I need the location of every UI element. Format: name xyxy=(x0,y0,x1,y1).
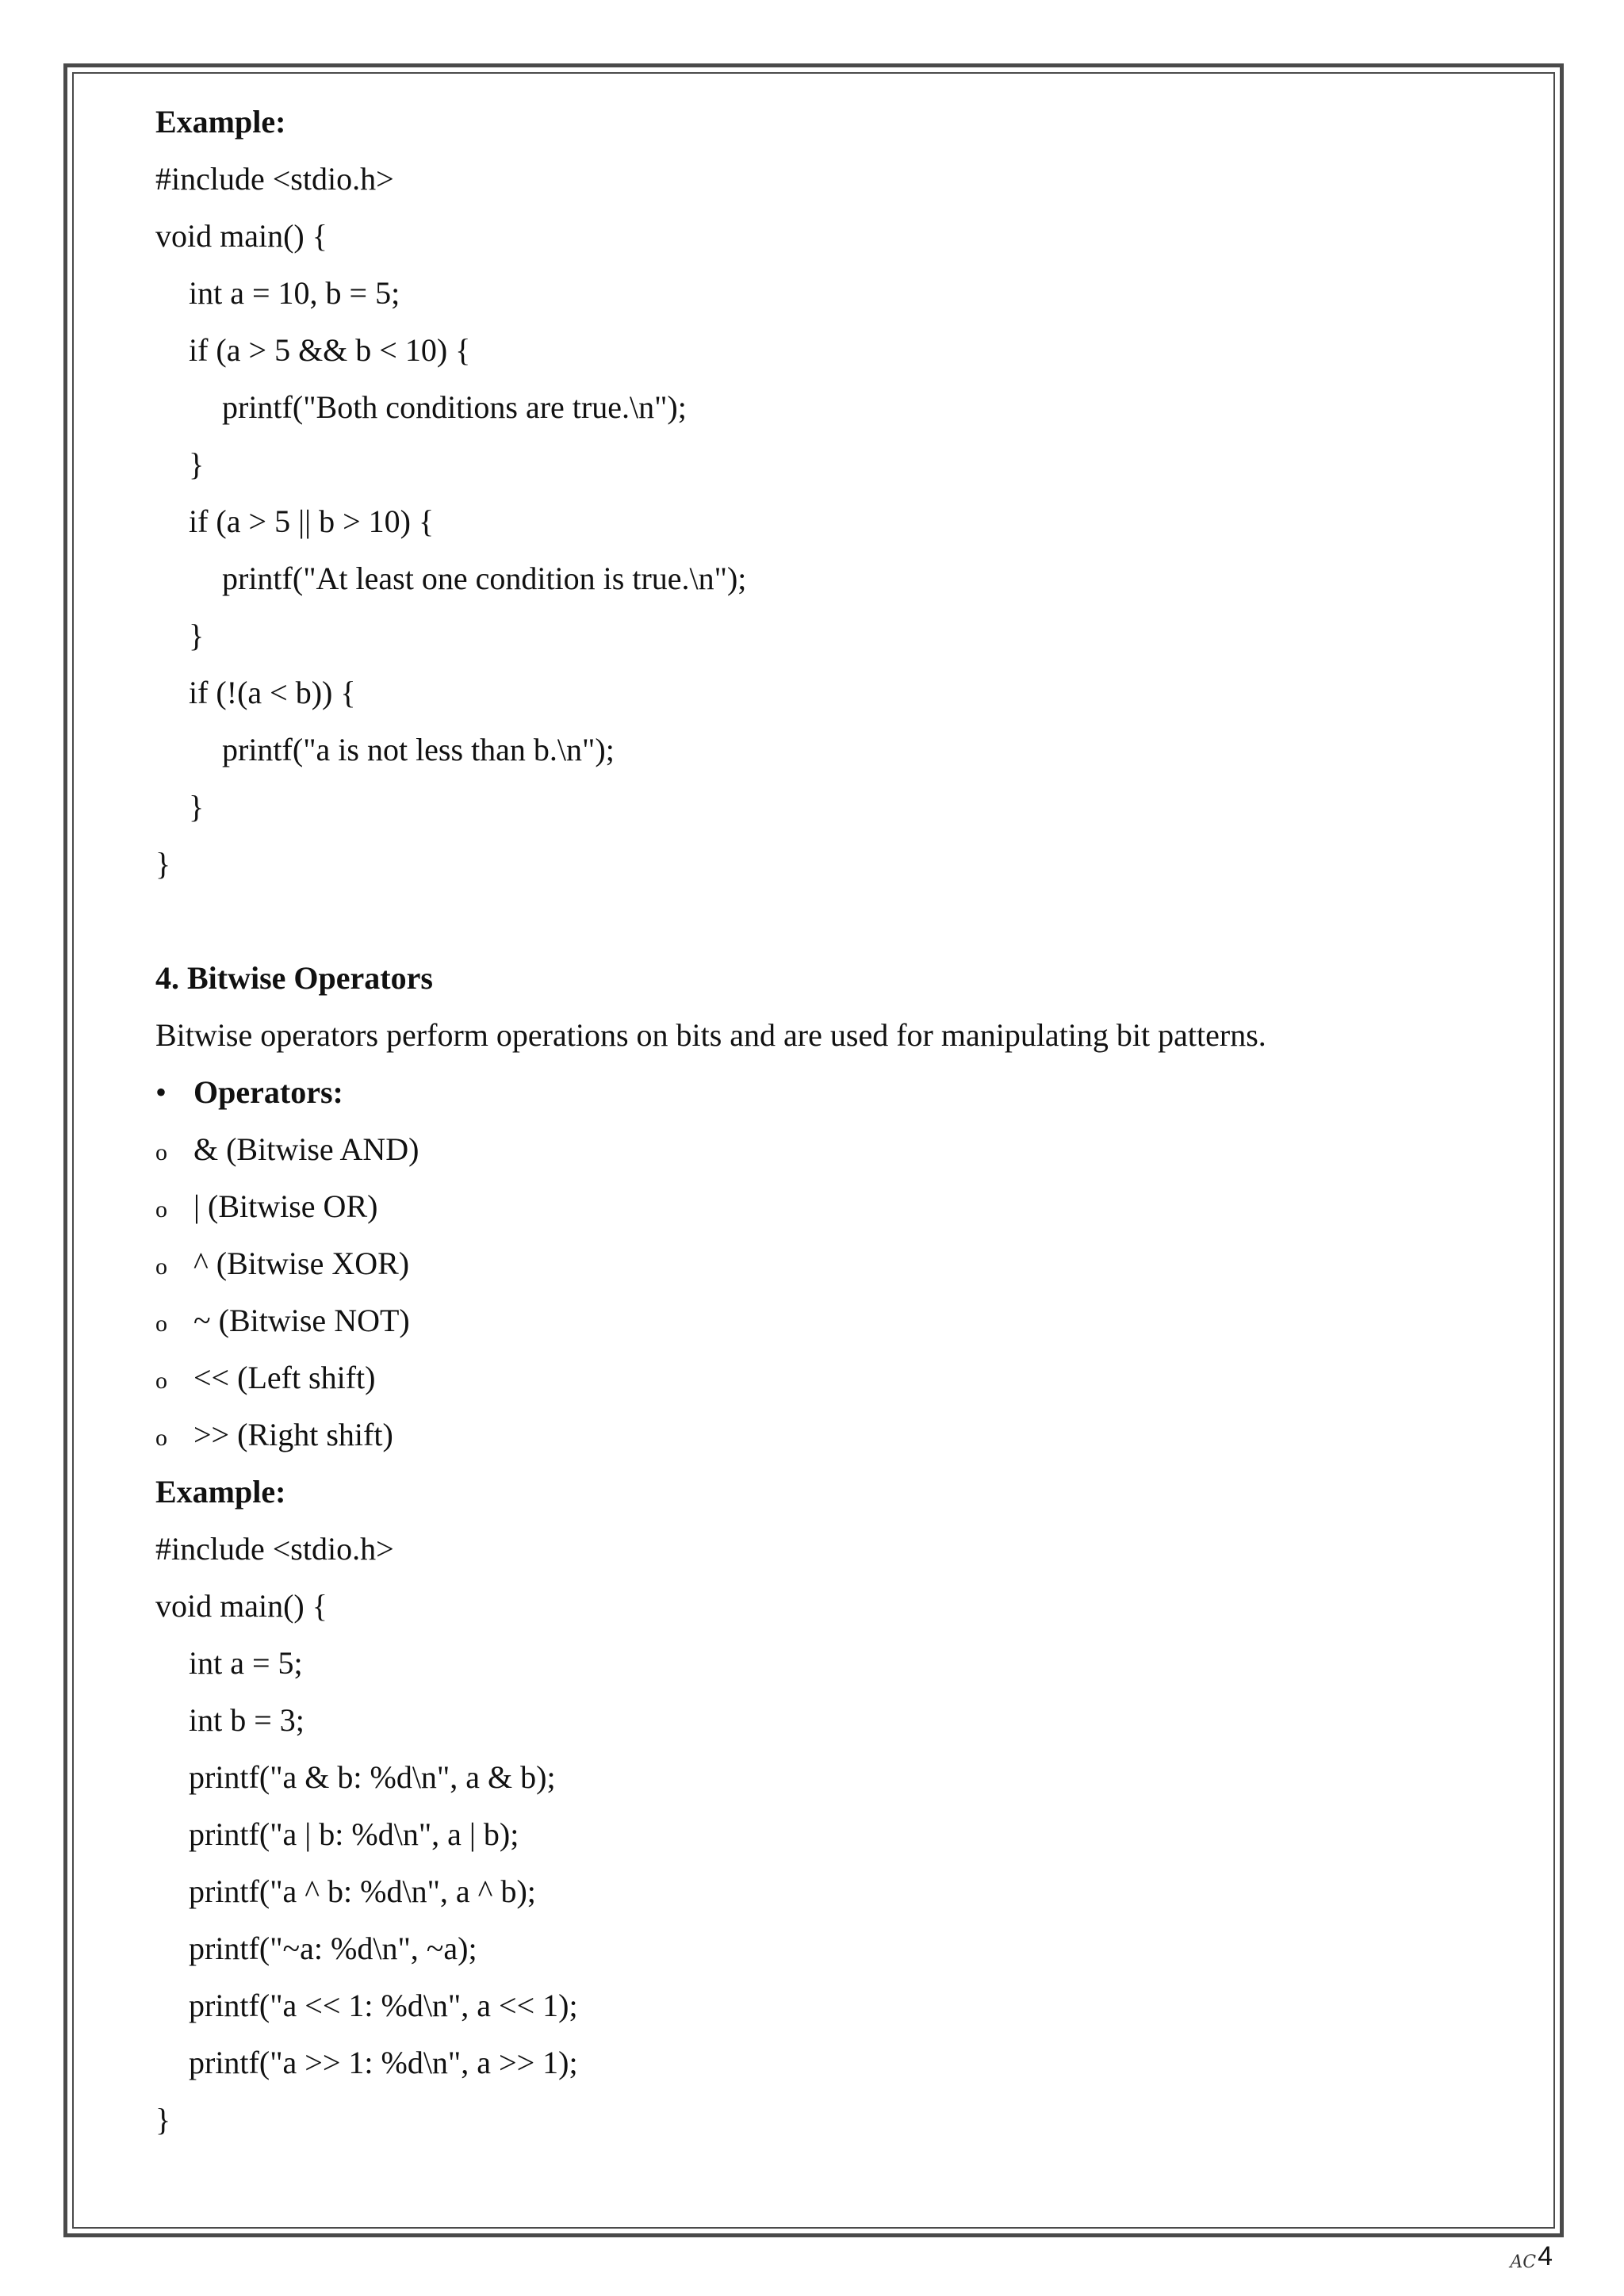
code-line: printf("a ^ b: %d\n", a ^ b); xyxy=(189,1873,536,1909)
code-line: int a = 10, b = 5; xyxy=(189,275,400,311)
operator-text: << (Left shift) xyxy=(193,1360,376,1395)
circle-bullet-icon: o xyxy=(155,1196,167,1223)
bullet-item-operators xyxy=(155,1064,1503,1121)
code-line: } xyxy=(189,446,205,482)
operator-text: | (Bitwise OR) xyxy=(193,1188,378,1224)
section-heading-bitwise: 4. Bitwise Operators xyxy=(155,960,433,996)
operator-text: & (Bitwise AND) xyxy=(193,1131,419,1167)
page-content xyxy=(155,94,1503,2149)
operator-list-item xyxy=(155,1406,1503,1464)
page-number: 4 xyxy=(1538,2241,1553,2271)
operators-label: Operators: xyxy=(193,1074,343,1110)
code-line: printf("~a: %d\n", ~a); xyxy=(189,1931,477,1966)
circle-bullet-icon: o xyxy=(155,1139,167,1165)
code-line: if (!(a < b)) { xyxy=(189,675,356,710)
operator-list-item xyxy=(155,1349,1503,1406)
example-heading-1: Example: xyxy=(155,104,286,140)
circle-bullet-icon: o xyxy=(155,1425,167,1451)
operator-list-item xyxy=(155,1235,1503,1292)
spacer xyxy=(155,893,1503,950)
code-line: printf("a << 1: %d\n", a << 1); xyxy=(189,1988,578,2023)
author-signature: AC xyxy=(1510,2252,1537,2272)
code-line: void main() { xyxy=(155,218,327,254)
code-line: } xyxy=(189,789,205,825)
circle-bullet-icon: o xyxy=(155,1253,167,1280)
operator-list-item xyxy=(155,1121,1503,1178)
page-footer xyxy=(1510,2241,1553,2272)
code-line: #include <stdio.h> xyxy=(155,1531,394,1567)
code-line: int a = 5; xyxy=(189,1645,303,1681)
example-heading-2: Example: xyxy=(155,1474,286,1510)
code-line: printf("Both conditions are true.\n"); xyxy=(222,389,687,425)
code-line: printf("a >> 1: %d\n", a >> 1); xyxy=(189,2045,578,2080)
code-line: } xyxy=(155,2102,171,2137)
circle-bullet-icon: o xyxy=(155,1311,167,1337)
operator-text: ^ (Bitwise XOR) xyxy=(193,1246,410,1281)
code-line: int b = 3; xyxy=(189,1702,304,1738)
operator-list-item xyxy=(155,1292,1503,1349)
code-line: #include <stdio.h> xyxy=(155,161,394,197)
code-line: printf("a & b: %d\n", a & b); xyxy=(189,1759,556,1795)
code-line: printf("a | b: %d\n", a | b); xyxy=(189,1816,519,1852)
code-line: void main() { xyxy=(155,1588,327,1624)
code-line: printf("At least one condition is true.\n"); xyxy=(222,561,747,596)
code-line: if (a > 5 || b > 10) { xyxy=(189,503,435,539)
circle-bullet-icon: o xyxy=(155,1368,167,1394)
bullet-icon: • xyxy=(155,1074,167,1110)
operator-list-item xyxy=(155,1178,1503,1235)
section-description: Bitwise operators perform operations on bits and are used for manipulating bit patterns. xyxy=(155,1017,1266,1053)
code-line: if (a > 5 && b < 10) { xyxy=(189,332,471,368)
operator-text: ~ (Bitwise NOT) xyxy=(193,1303,410,1338)
operator-text: >> (Right shift) xyxy=(193,1417,393,1452)
code-line: printf("a is not less than b.\n"); xyxy=(222,732,615,767)
code-line: } xyxy=(155,846,171,882)
code-line: } xyxy=(189,618,205,653)
